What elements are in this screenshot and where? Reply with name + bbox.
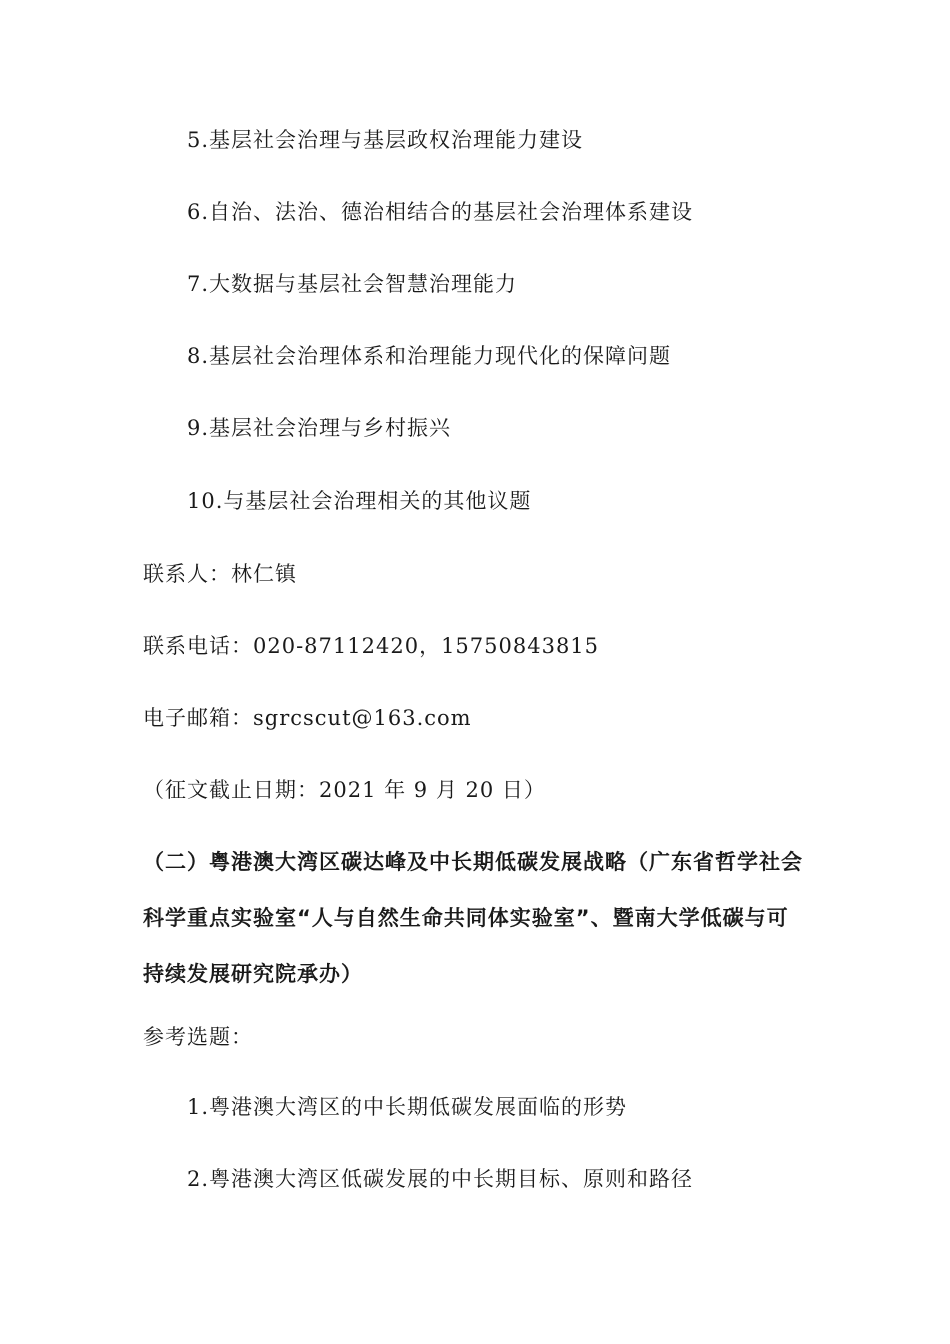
topic-item-6: 6.自治、法治、德治相结合的基层社会治理体系建设 (187, 200, 694, 224)
submission-deadline: （征文截止日期：2021 年 9 月 20 日） (143, 778, 546, 802)
topic-item-7: 7.大数据与基层社会智慧治理能力 (187, 272, 518, 296)
topic-item-10: 10.与基层社会治理相关的其他议题 (187, 489, 532, 513)
section-heading-line-1: （二）粤港澳大湾区碳达峰及中长期低碳发展战略（广东省哲学社会 (143, 850, 803, 874)
section-heading-line-3: 持续发展研究院承办） (143, 962, 363, 986)
contact-email: 电子邮箱：sgrcscut@163.com (143, 706, 472, 730)
topic-item-9: 9.基层社会治理与乡村振兴 (187, 416, 452, 440)
section2-topic-item-2: 2.粤港澳大湾区低碳发展的中长期目标、原则和路径 (187, 1167, 694, 1191)
section-heading-line-2: 科学重点实验室“人与自然生命共同体实验室”、暨南大学低碳与可 (143, 906, 789, 930)
contact-person: 联系人：林仁镇 (143, 562, 297, 586)
reference-topics-label: 参考选题： (143, 1025, 253, 1049)
section2-topic-item-1: 1.粤港澳大湾区的中长期低碳发展面临的形势 (187, 1095, 628, 1119)
contact-phone: 联系电话：020-87112420，15750843815 (143, 634, 600, 658)
topic-item-5: 5.基层社会治理与基层政权治理能力建设 (187, 128, 584, 152)
topic-item-8: 8.基层社会治理体系和治理能力现代化的保障问题 (187, 344, 672, 368)
